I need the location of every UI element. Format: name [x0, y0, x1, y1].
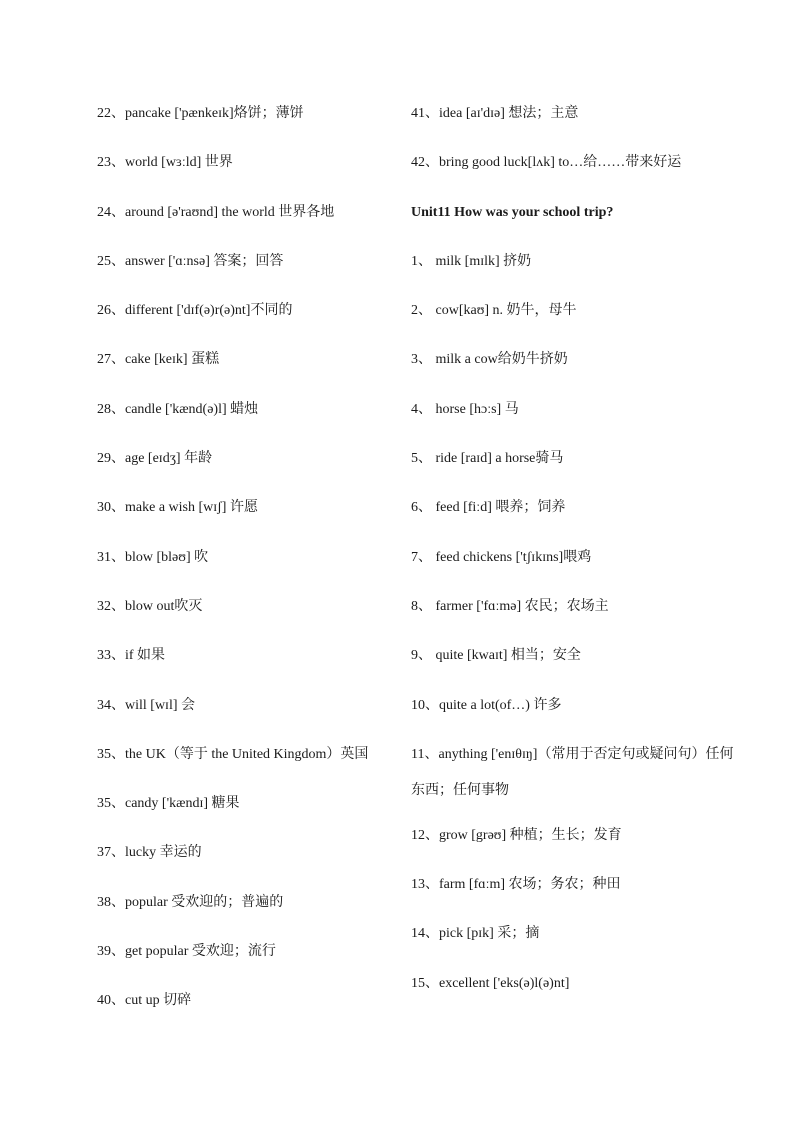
vocab-entry-u11-14: 14、pick [pɪk] 采；摘	[411, 926, 540, 942]
right-vocabulary-column	[411, 101, 741, 1020]
vocab-entry-41: 41、idea [aɪ'dɪə] 想法；主意	[411, 106, 579, 121]
vocab-entry-u11-2: 2、 cow[kaʊ] n. 奶牛，母牛	[411, 303, 577, 319]
vocab-entry-u11-7: 7、 feed chickens ['tʃɪkɪns]喂鸡	[411, 549, 592, 565]
vocab-entry-31: 31、blow [bləʊ] 吹	[97, 549, 209, 565]
vocab-entry-38: 38、popular 受欢迎的；普遍的	[97, 894, 284, 910]
vocab-entry-u11-15: 15、excellent ['eks(ə)l(ə)nt]	[411, 975, 570, 991]
left-vocabulary-column	[97, 101, 387, 1038]
vocab-entry-34: 34、will [wɪl] 会	[97, 697, 195, 713]
vocab-entry-u11-8: 8、 farmer ['fɑːmə] 农民；农场主	[411, 598, 609, 614]
vocab-entry-42: 42、bring good luck[lʌk] to…给……带来好运	[411, 155, 682, 171]
vocab-entry-u11-12: 12、grow [grəʊ] 种植；生长；发育	[411, 827, 622, 843]
vocab-entry-u11-6: 6、 feed [fiːd] 喂养；饲养	[411, 500, 566, 516]
vocab-entry-28: 28、candle ['kænd(ə)l] 蜡烛	[97, 401, 259, 417]
unit-heading: Unit11 How was your school trip?	[411, 204, 614, 220]
vocab-entry-u11-10: 10、quite a lot(of…) 许多	[411, 697, 562, 713]
vocab-entry-27: 27、cake [keɪk] 蛋糕	[97, 352, 220, 368]
vocab-entry-35-uk: 35、the UK（等于 the United Kingdom）英国	[97, 746, 369, 762]
vocab-entry-35-candy: 35、candy ['kændɪ] 糖果	[97, 796, 240, 812]
vocab-entry-u11-13: 13、farm [fɑːm] 农场；务农；种田	[411, 877, 621, 893]
vocab-entry-26: 26、different ['dɪf(ə)r(ə)nt]不同的	[97, 303, 293, 319]
vocab-entry-32: 32、blow out吹灭	[97, 598, 203, 614]
vocab-entry-u11-5: 5、 ride [raɪd] a horse骑马	[411, 451, 564, 467]
vocab-entry-24: 24、around [ə'raʊnd] the world 世界各地	[97, 204, 335, 220]
vocab-entry-30: 30、make a wish [wɪʃ] 许愿	[97, 500, 258, 516]
vocab-entry-39: 39、get popular 受欢迎；流行	[97, 944, 276, 960]
vocab-entry-u11-4: 4、 horse [hɔːs] 马	[411, 401, 519, 417]
vocab-entry-u11-3: 3、 milk a cow给奶牛挤奶	[411, 352, 568, 368]
vocab-entry-23: 23、world [wɜːld] 世界	[97, 155, 233, 171]
vocab-entry-u11-9: 9、 quite [kwaɪt] 相当；安全	[411, 648, 581, 664]
vocab-entry-25: 25、answer ['ɑːnsə] 答案；回答	[97, 253, 284, 269]
vocab-entry-33: 33、if 如果	[97, 648, 166, 664]
vocab-entry-37: 37、lucky 幸运的	[97, 845, 202, 861]
vocab-entry-29: 29、age [eɪdʒ] 年龄	[97, 451, 213, 467]
vocab-entry-u11-1: 1、 milk [mɪlk] 挤奶	[411, 253, 532, 269]
vocab-entry-u11-11: 11、anything ['enɪθɪŋ]（常用于否定句或疑问句）任何东西；任何事物	[411, 746, 734, 798]
vocab-entry-22: 22、pancake ['pænkeɪk]烙饼；薄饼	[97, 106, 304, 121]
vocab-entry-40: 40、cut up 切碎	[97, 993, 192, 1009]
